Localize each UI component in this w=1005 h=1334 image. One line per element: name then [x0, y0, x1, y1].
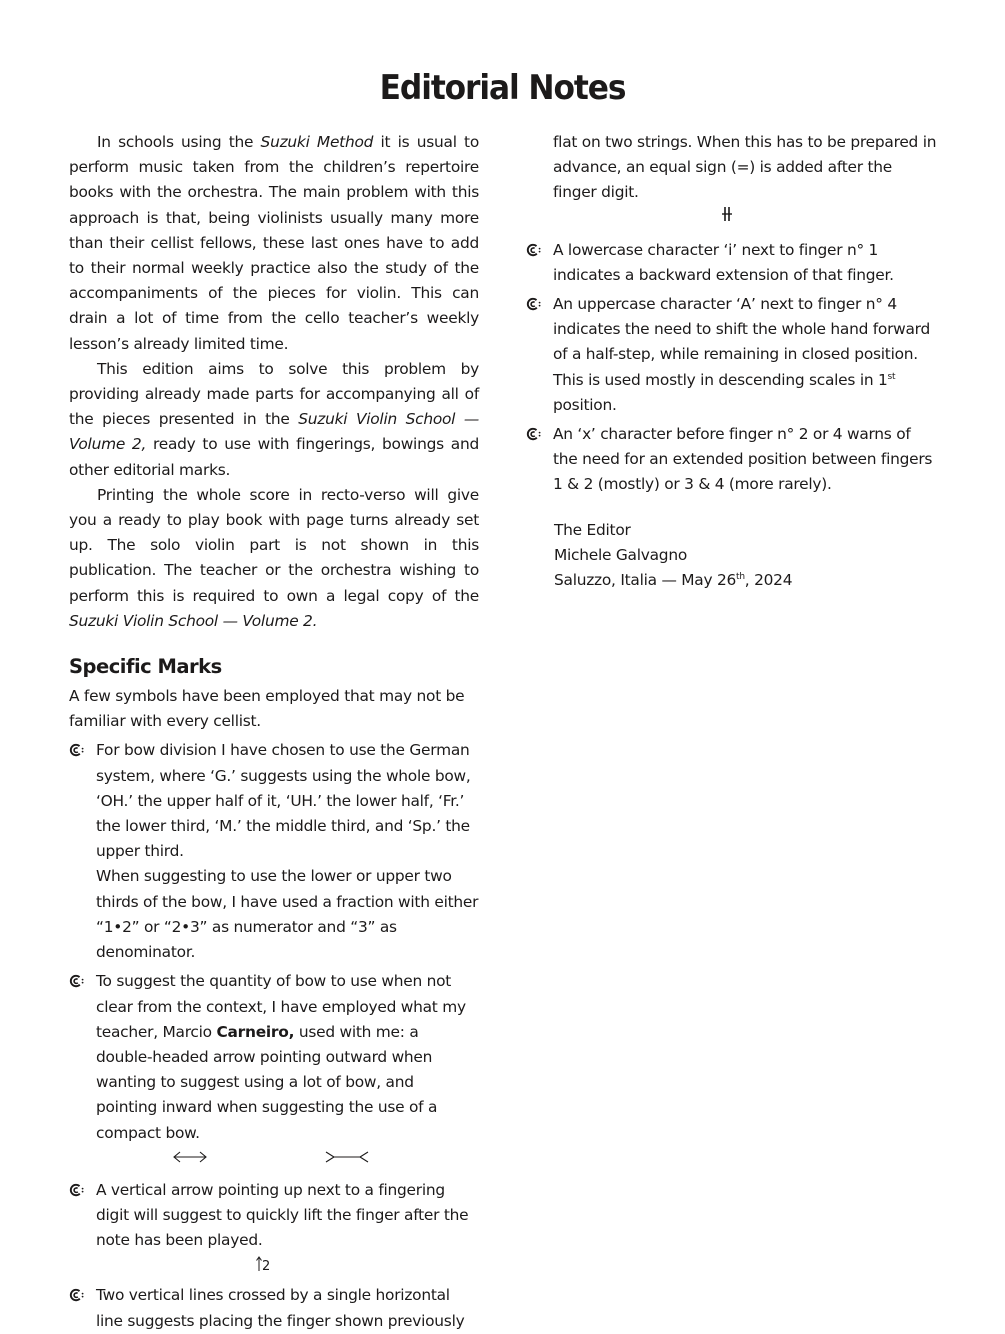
list-item-text: A lowercase character ‘i’ next to finger n° 1 indicates a backward extension of that finger.: [553, 240, 894, 284]
text-run: To suggest the quantity of bow to use when not clear from the context, I have employed what my teacher, Marcio: [96, 972, 466, 1041]
text-run: , 2024: [744, 571, 793, 590]
text-run: This edition aims to solve this problem by providing already made parts for accompanying all of the pieces presented in the: [69, 359, 479, 429]
ordinal-suffix: st: [887, 371, 896, 382]
signature-block: [526, 518, 938, 594]
intro-paragraph-2: [69, 357, 479, 483]
list-item-flat-finger: [69, 1283, 479, 1333]
text-run: ready to use with fingerings, bowings and other editorial marks.: [69, 435, 479, 479]
page-title: Editorial Notes: [379, 68, 626, 108]
cello-scroll-icon: [69, 742, 85, 758]
ordinal-suffix: th: [736, 572, 745, 583]
list-item-text: [96, 969, 479, 1145]
text-run: In schools using the: [97, 133, 261, 151]
italic-title: Suzuki Method: [260, 133, 374, 151]
cello-scroll-icon: [526, 242, 542, 258]
text-run: used with me: a double-headed arrow pointing outward when wanting to suggest using a lot of bow, and pointing inward when suggesting the use of a compact bow.: [96, 1022, 438, 1142]
signature-place-date: [554, 568, 938, 593]
text-run: position.: [553, 395, 617, 414]
list-item-text: A vertical arrow pointing up next to a fingering digit will suggest to quickly lift the finger after the note has been played.: [96, 1180, 469, 1250]
cello-scroll-icon: [69, 973, 85, 989]
specific-marks-intro: A few symbols have been employed that may not be familiar with every cellist.: [69, 687, 465, 731]
lift-finger-example: [256, 1256, 270, 1277]
list-item-text: flat on two strings. When this has to be prepared in advance, an equal sign (=) is added after the finger digit.: [553, 133, 937, 202]
cello-scroll-icon: [526, 426, 542, 442]
list-item-flat-finger-continued: [526, 130, 938, 234]
list-item-backward-extension: [526, 238, 938, 288]
list-item-text: Two vertical lines crossed by a single horizontal line suggests placing the finger shown previously: [96, 1286, 465, 1330]
double-stop-flat-finger-icon: [721, 206, 733, 222]
list-item-bow-division: [69, 738, 479, 965]
outward-double-arrow-icon: [172, 1150, 208, 1164]
italic-title: Suzuki Violin School — Volume 2,: [69, 410, 480, 454]
text-run: Saluzzo, Italia — May 26: [554, 571, 737, 590]
symbol-example-row: [553, 206, 938, 234]
list-item-text: When suggesting to use the lower or upper two thirds of the bow, I have used a fraction with either “1•2” or “2•3” as numerator and “3” as denominator.: [96, 867, 479, 962]
symbol-example-row: [96, 1253, 479, 1279]
cello-scroll-icon: [526, 296, 542, 312]
signature-name: Michele Galvagno: [554, 545, 687, 564]
cello-scroll-icon: [69, 1287, 85, 1303]
text-run: An uppercase character ‘A’ next to finger n° 4 indicates the need to shift the whole hand forward of a half-step, while remaining in closed position. This is used mostly in descending scales in 1: [553, 295, 931, 389]
intro-paragraph-1: [69, 130, 479, 357]
list-item-extended-position: [526, 422, 938, 498]
list-item-forward-shift: [526, 292, 938, 418]
text-run: Printing the whole score in recto-verso will give you a ready to play book with page turns already set up. The solo violin part is not shown in this publication. The teacher or the orchestra wishing to perform this is required to own a legal copy of the: [69, 485, 479, 605]
list-item-lift-finger: [69, 1178, 479, 1280]
list-item-bow-quantity: [69, 969, 479, 1173]
inward-double-arrow-icon: [324, 1150, 370, 1164]
section-heading-specific-marks: Specific Marks: [69, 655, 222, 679]
list-item-text: An ‘x’ character before finger n° 2 or 4 warns of the need for an extended position between fingers 1 & 2 (mostly) or 3 & 4 (more rarely).: [553, 425, 933, 494]
intro-paragraph-3: [69, 483, 479, 634]
list-item-text: For bow division I have chosen to use the German system, where ‘G.’ suggests using the whole bow, ‘OH.’ the upper half of it, ‘UH.’ the lower half, ‘Fr.’ the lower third, ‘M.’ the middle third, and ‘Sp.’ the upper third.: [96, 741, 471, 861]
bold-name: Carneiro,: [216, 1022, 295, 1041]
italic-title: Suzuki Violin School — Volume 2.: [69, 611, 318, 630]
left-column: [69, 130, 479, 1334]
right-column: [526, 130, 938, 593]
cello-scroll-icon: [69, 1182, 85, 1198]
text-run: it is usual to perform music taken from the children’s repertoire books with the orchestra. The main problem with this approach is that, being violinists usually many more than their cellist fellows, these last ones have to add to their normal weekly practice also the study of the accompaniments of the pieces for violin. This can drain a lot of time from the cello teacher’s weekly lesson’s already limited time.: [69, 133, 480, 353]
list-item-text: [553, 292, 938, 418]
symbol-example-row: [96, 1146, 479, 1174]
fingering-digit: 2: [262, 1258, 271, 1274]
signature-role: The Editor: [554, 520, 631, 539]
